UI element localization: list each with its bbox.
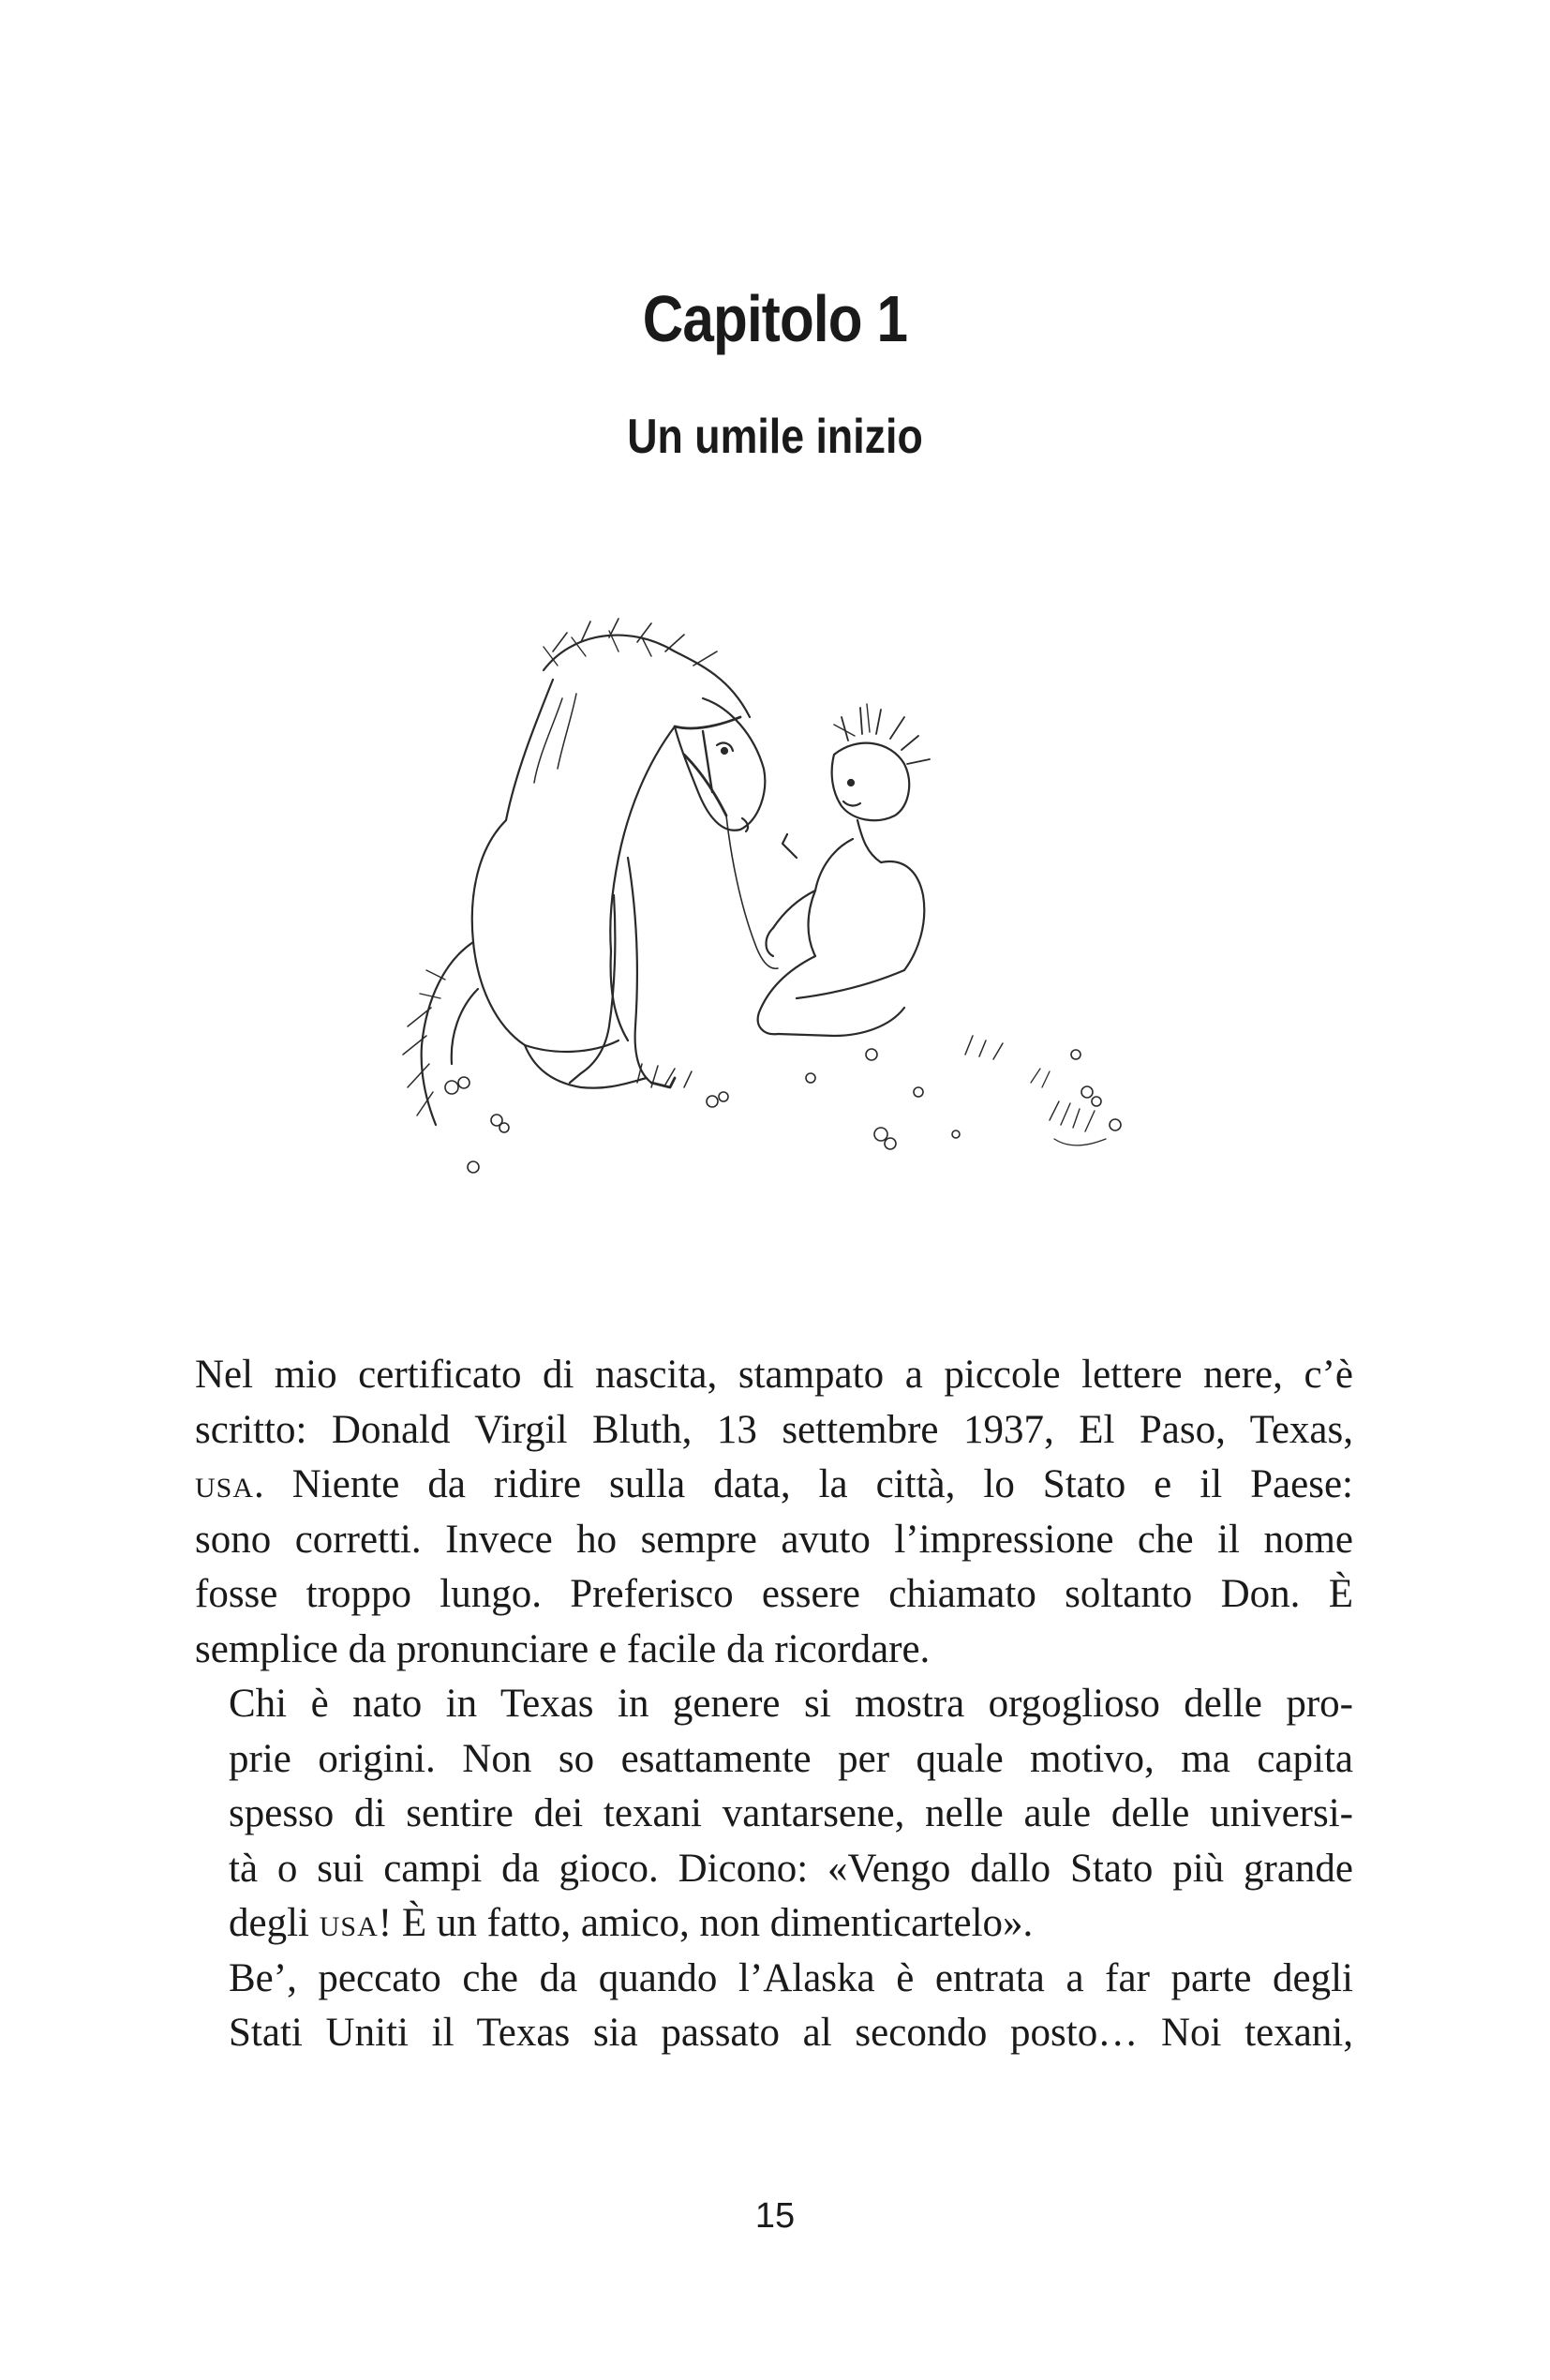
text-line: Be’, peccato che da quando l’Alaska è entrata a far parte degli <box>229 1955 1353 2000</box>
paragraph-3 <box>195 1952 1353 2061</box>
text-line: Nel mio certificato di nascita, stampato a piccole lettere nere, c’è <box>195 1353 1353 1397</box>
text-line: Chi è nato in Texas in genere si mostra orgoglioso delle pro- <box>229 1682 1353 1726</box>
text-line: tà o sui campi da gioco. Dicono: «Vengo dallo Stato più grande <box>229 1846 1353 1891</box>
text-line: fosse troppo lungo. Preferisco essere chiamato soltanto Don. È <box>195 1572 1353 1616</box>
text-line: Stati Uniti il Texas sia passato al secondo posto… Noi texani, <box>229 2011 1353 2055</box>
text-line: scritto: Donald Virgil Bluth, 13 settembre 1937, El Paso, Texas, <box>195 1407 1353 1452</box>
body-text <box>195 1348 1353 2061</box>
chapter-title: Capitolo 1 <box>642 282 908 355</box>
chapter-subtitle: Un umile inizio <box>627 410 923 464</box>
page-number: 15 <box>754 2196 796 2236</box>
text-line: semplice da pronunciare e facile da ricordare. <box>195 1626 931 1671</box>
paragraph-1 <box>195 1348 1353 1677</box>
horse-and-boy-sketch-icon <box>394 614 1171 1214</box>
text-line: spesso di sentire dei texani vantarsene, nelle aule delle universi- <box>229 1791 1353 1835</box>
text-line: sono corretti. Invece ho sempre avuto l’impressione che il nome <box>195 1517 1353 1562</box>
text-line: degli usa! È un fatto, amico, non dimenticartelo». <box>229 1901 1034 1945</box>
paragraph-2 <box>195 1677 1353 1952</box>
text-line: prie origini. Non so esattamente per quale motivo, ma capita <box>229 1736 1353 1781</box>
text-line: usa. Niente da ridire sulla data, la città, lo Stato e il Paese: <box>195 1462 1353 1506</box>
